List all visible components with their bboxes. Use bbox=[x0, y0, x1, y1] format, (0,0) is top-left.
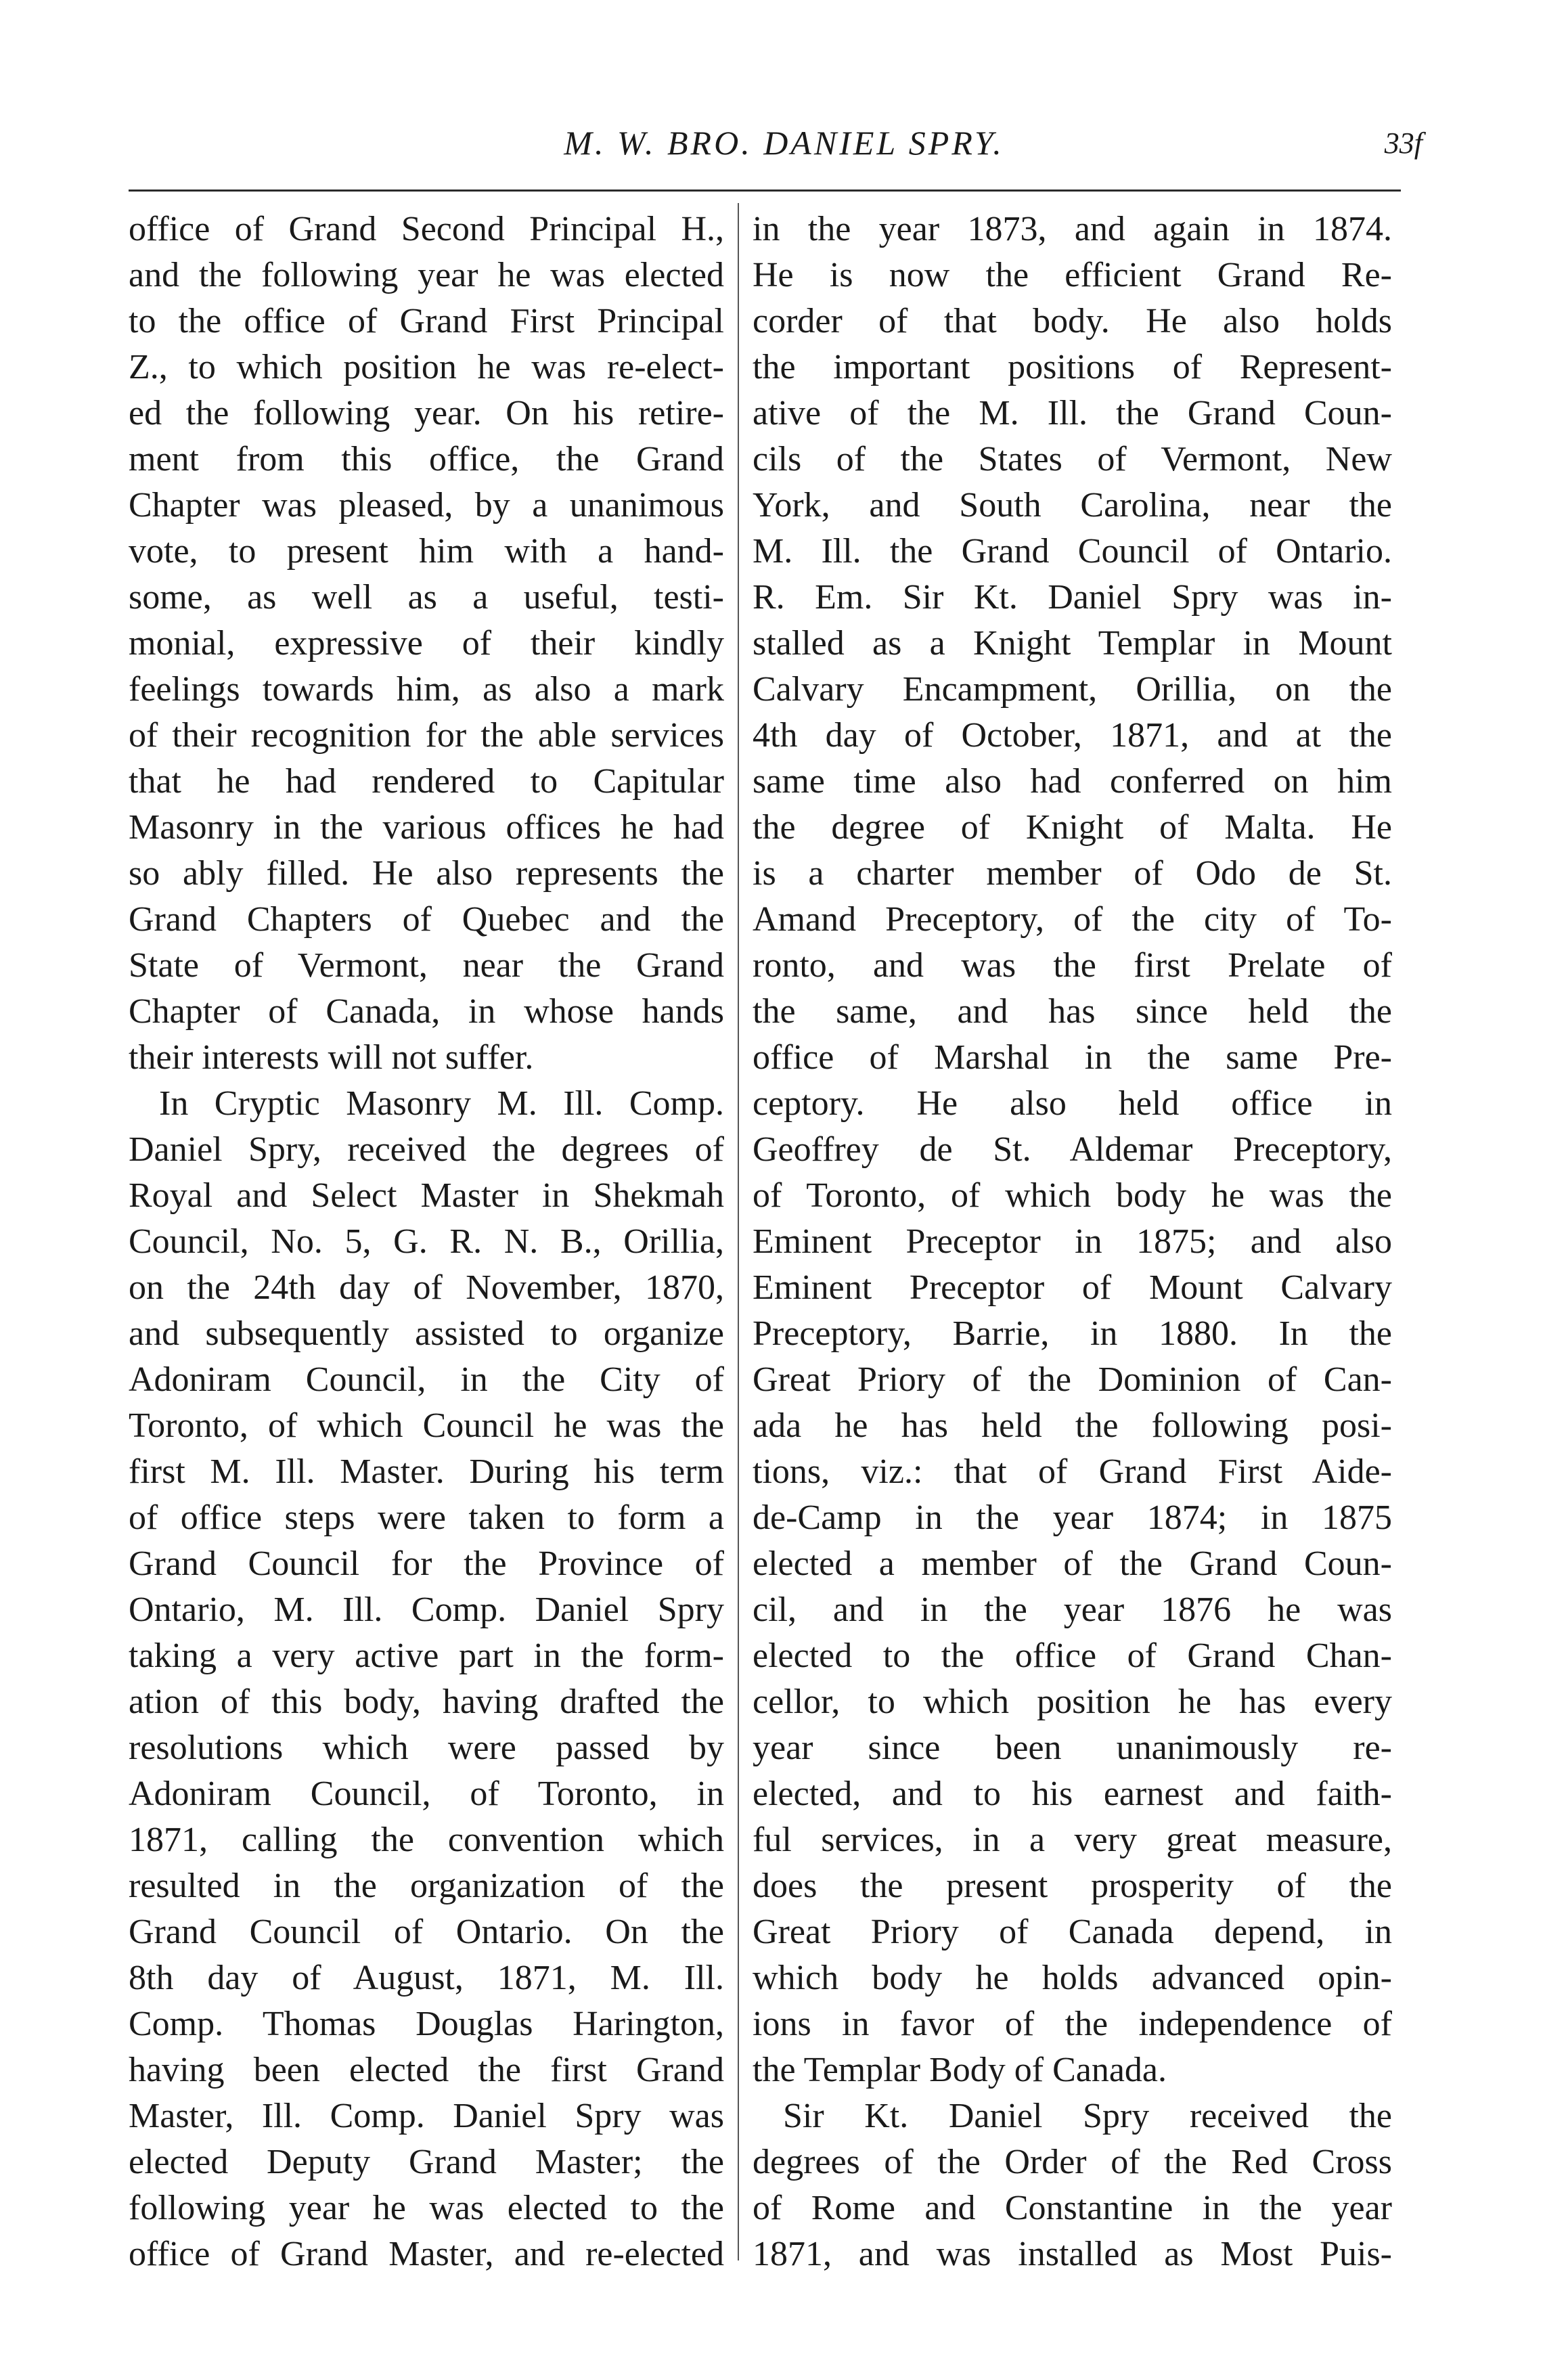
column-divider bbox=[738, 203, 739, 2260]
text-line: elected, and to his earnest and faith- bbox=[753, 1775, 1392, 1813]
text-line: Sir Kt. Daniel Spry received the bbox=[783, 2097, 1392, 2135]
text-line: the same, and has since held the bbox=[753, 992, 1392, 1031]
text-line: which body he holds advanced opin- bbox=[753, 1959, 1392, 1997]
header-rule bbox=[129, 190, 1401, 192]
text-line: same time also had conferred on him bbox=[753, 762, 1392, 801]
text-line: ada he has held the following posi- bbox=[753, 1406, 1392, 1445]
text-line: office of Grand Master, and re-elected bbox=[129, 2235, 724, 2273]
text-line: 4th day of October, 1871, and at the bbox=[753, 716, 1392, 755]
text-line: Masonry in the various offices he had bbox=[129, 808, 724, 847]
running-head bbox=[0, 116, 1568, 171]
text-line: some, as well as a useful, testi- bbox=[129, 578, 724, 617]
text-line: to the office of Grand First Principal bbox=[129, 302, 724, 340]
text-line: and subsequently assisted to organize bbox=[129, 1314, 724, 1353]
text-line: following year he was elected to the bbox=[129, 2189, 724, 2227]
text-line: ation of this body, having drafted the bbox=[129, 1683, 724, 1721]
text-line: of Toronto, of which body he was the bbox=[753, 1176, 1392, 1215]
text-line: York, and South Carolina, near the bbox=[753, 486, 1392, 525]
text-line: Toronto, of which Council he was the bbox=[129, 1406, 724, 1445]
text-line: elected a member of the Grand Coun- bbox=[753, 1544, 1392, 1583]
text-line: M. Ill. the Grand Council of Ontario. bbox=[753, 532, 1392, 571]
text-line: office of Grand Second Principal H., bbox=[129, 210, 724, 248]
text-line: taking a very active part in the form- bbox=[129, 1636, 724, 1675]
text-line: ative of the M. Ill. the Grand Coun- bbox=[753, 394, 1392, 432]
text-line: ful services, in a very great measure, bbox=[753, 1821, 1392, 1859]
text-line: State of Vermont, near the Grand bbox=[129, 946, 724, 985]
text-line: Great Priory of the Dominion of Can- bbox=[753, 1360, 1392, 1399]
running-title: M. W. BRO. DANIEL SPRY. bbox=[564, 124, 1004, 162]
page-number: 33f bbox=[1384, 127, 1423, 160]
text-line: Council, No. 5, G. R. N. B., Orillia, bbox=[129, 1222, 724, 1261]
text-line: is a charter member of Odo de St. bbox=[753, 854, 1392, 893]
text-line: Great Priory of Canada depend, in bbox=[753, 1913, 1392, 1951]
text-line: Eminent Preceptor of Mount Calvary bbox=[753, 1268, 1392, 1307]
text-line: resulted in the organization of the bbox=[129, 1867, 724, 1905]
text-line: tions, viz.: that of Grand First Aide- bbox=[753, 1452, 1392, 1491]
text-line: and the following year he was elected bbox=[129, 256, 724, 294]
text-line: of their recognition for the able services bbox=[129, 716, 724, 755]
text-line: having been elected the first Grand bbox=[129, 2051, 724, 2089]
text-line: cellor, to which position he has every bbox=[753, 1683, 1392, 1721]
text-line: Chapter was pleased, by a unanimous bbox=[129, 486, 724, 525]
text-line: de-Camp in the year 1874; in 1875 bbox=[753, 1498, 1392, 1537]
text-line: Adoniram Council, of Toronto, in bbox=[129, 1775, 724, 1813]
text-line: the Templar Body of Canada. bbox=[753, 2051, 1167, 2089]
text-line: that he had rendered to Capitular bbox=[129, 762, 724, 801]
text-line: R. Em. Sir Kt. Daniel Spry was in- bbox=[753, 578, 1392, 617]
text-line: resolutions which were passed by bbox=[129, 1729, 724, 1767]
text-line: year since been unanimously re- bbox=[753, 1729, 1392, 1767]
text-line: Comp. Thomas Douglas Harington, bbox=[129, 2005, 724, 2043]
text-line: in the year 1873, and again in 1874. bbox=[753, 210, 1392, 248]
text-line: vote, to present him with a hand- bbox=[129, 532, 724, 571]
text-line: cils of the States of Vermont, New bbox=[753, 440, 1392, 478]
right-column bbox=[753, 206, 1392, 2277]
text-line: Chapter of Canada, in whose hands bbox=[129, 992, 724, 1031]
text-line: Amand Preceptory, of the city of To- bbox=[753, 900, 1392, 939]
text-line: their interests will not suffer. bbox=[129, 1038, 534, 1077]
left-column bbox=[129, 206, 724, 2277]
text-line: of Rome and Constantine in the year bbox=[753, 2189, 1392, 2227]
text-line: Grand Council for the Province of bbox=[129, 1544, 724, 1583]
text-line: of office steps were taken to form a bbox=[129, 1498, 724, 1537]
text-line: Calvary Encampment, Orillia, on the bbox=[753, 670, 1392, 709]
text-line: stalled as a Knight Templar in Mount bbox=[753, 624, 1392, 663]
text-line: first M. Ill. Master. During his term bbox=[129, 1452, 724, 1491]
text-line: ronto, and was the first Prelate of bbox=[753, 946, 1392, 985]
text-line: the important positions of Represent- bbox=[753, 348, 1392, 386]
text-line: the degree of Knight of Malta. He bbox=[753, 808, 1392, 847]
text-line: Daniel Spry, received the degrees of bbox=[129, 1130, 724, 1169]
text-line: In Cryptic Masonry M. Ill. Comp. bbox=[159, 1084, 724, 1123]
text-line: office of Marshal in the same Pre- bbox=[753, 1038, 1392, 1077]
text-line: monial, expressive of their kindly bbox=[129, 624, 724, 663]
text-line: Geoffrey de St. Aldemar Preceptory, bbox=[753, 1130, 1392, 1169]
text-line: Preceptory, Barrie, in 1880. In the bbox=[753, 1314, 1392, 1353]
text-line: Grand Council of Ontario. On the bbox=[129, 1913, 724, 1951]
text-line: He is now the efficient Grand Re- bbox=[753, 256, 1392, 294]
text-line: cil, and in the year 1876 he was bbox=[753, 1590, 1392, 1629]
text-line: degrees of the Order of the Red Cross bbox=[753, 2143, 1392, 2181]
text-line: Z., to which position he was re-elect- bbox=[129, 348, 724, 386]
text-line: elected to the office of Grand Chan- bbox=[753, 1636, 1392, 1675]
text-line: 8th day of August, 1871, M. Ill. bbox=[129, 1959, 724, 1997]
text-line: 1871, and was installed as Most Puis- bbox=[753, 2235, 1392, 2273]
text-line: ed the following year. On his retire- bbox=[129, 394, 724, 432]
text-line: elected Deputy Grand Master; the bbox=[129, 2143, 724, 2181]
text-line: on the 24th day of November, 1870, bbox=[129, 1268, 724, 1307]
text-line: Ontario, M. Ill. Comp. Daniel Spry bbox=[129, 1590, 724, 1629]
text-line: so ably filled. He also represents the bbox=[129, 854, 724, 893]
text-line: ment from this office, the Grand bbox=[129, 440, 724, 478]
text-line: Grand Chapters of Quebec and the bbox=[129, 900, 724, 939]
text-line: does the present prosperity of the bbox=[753, 1867, 1392, 1905]
text-line: corder of that body. He also holds bbox=[753, 302, 1392, 340]
text-line: Eminent Preceptor in 1875; and also bbox=[753, 1222, 1392, 1261]
text-line: ceptory. He also held office in bbox=[753, 1084, 1392, 1123]
text-line: 1871, calling the convention which bbox=[129, 1821, 724, 1859]
text-line: ions in favor of the independence of bbox=[753, 2005, 1392, 2043]
text-line: Royal and Select Master in Shekmah bbox=[129, 1176, 724, 1215]
text-line: feelings towards him, as also a mark bbox=[129, 670, 724, 709]
text-line: Adoniram Council, in the City of bbox=[129, 1360, 724, 1399]
text-line: Master, Ill. Comp. Daniel Spry was bbox=[129, 2097, 724, 2135]
